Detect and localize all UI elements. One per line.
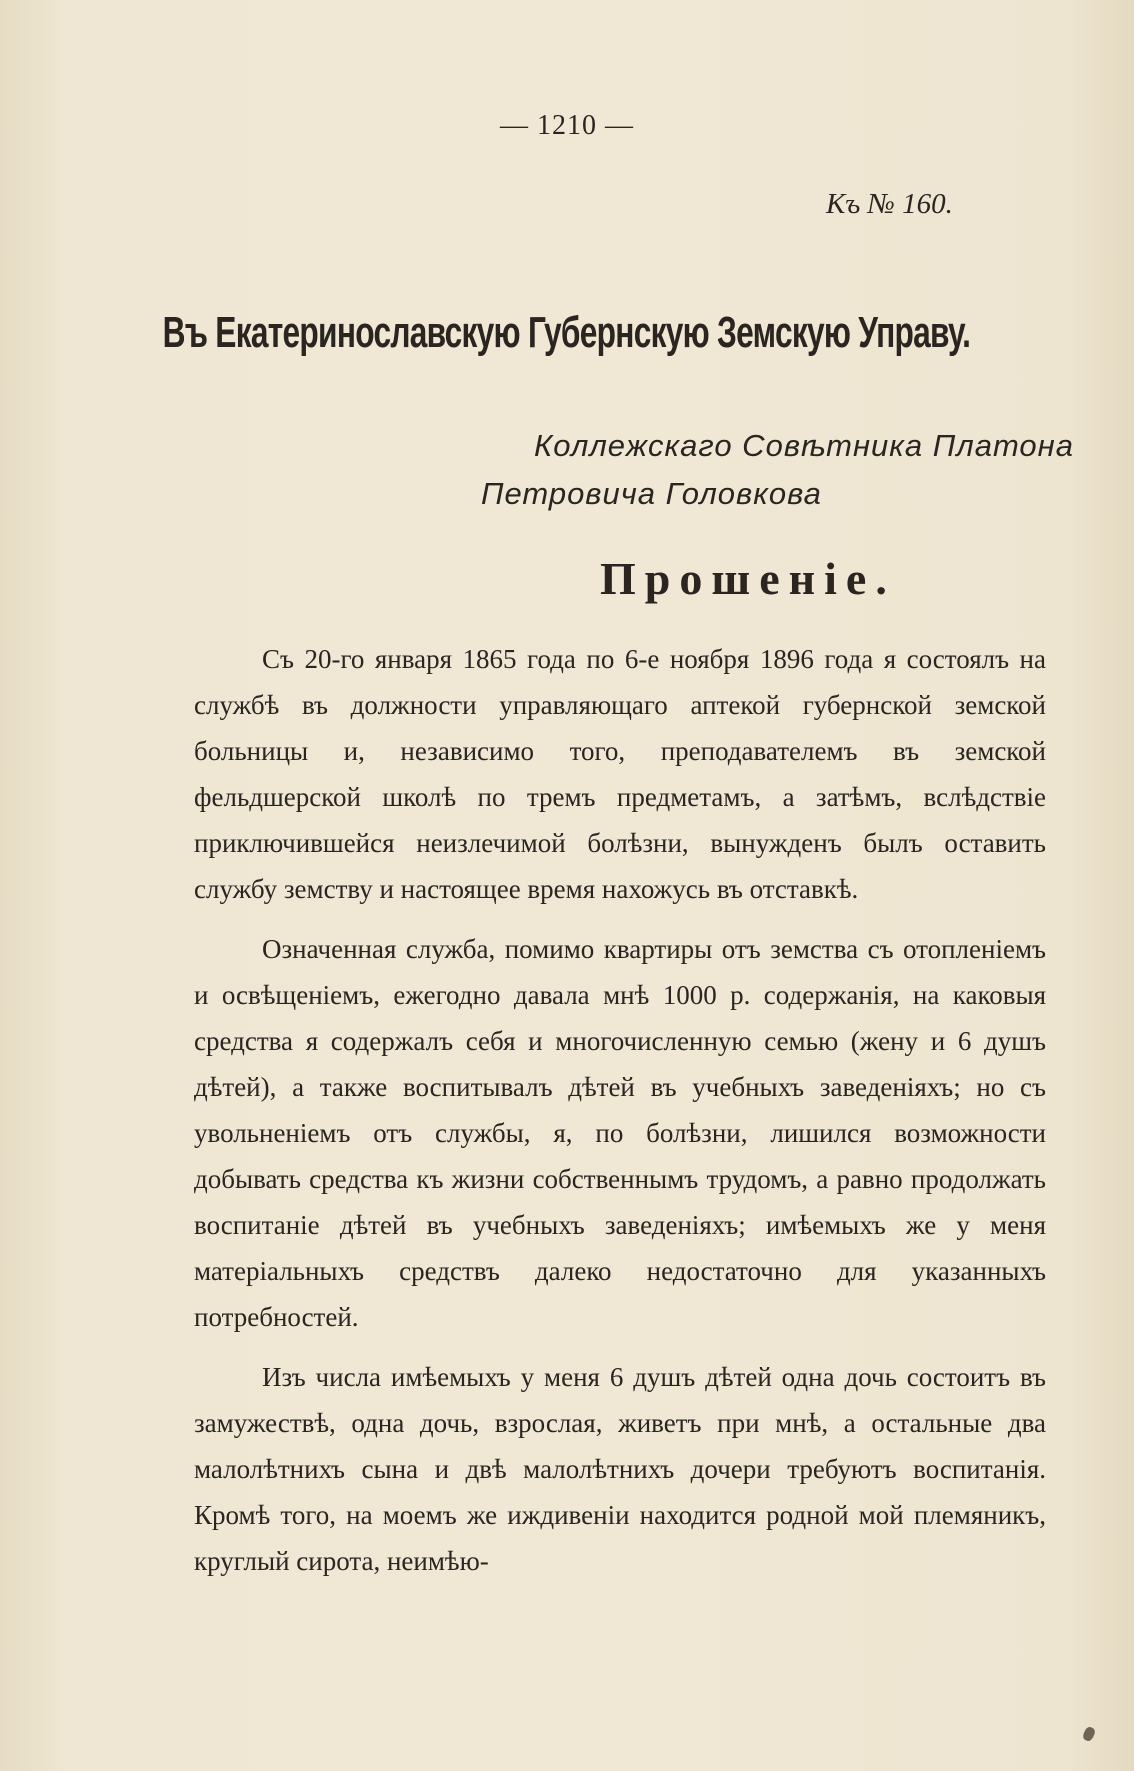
sender-line-2: Петровича Головкова	[481, 476, 822, 511]
sender-line-1: Коллежскаго Совѣтника Платона	[534, 428, 1074, 463]
reference-number: Къ № 160.	[826, 188, 953, 220]
petition-body	[194, 636, 1046, 1584]
paragraph-2: Означенная служба, помимо квартиры отъ земства съ отопленіемъ и освѣщеніемъ, ежегодно давала мнѣ 1000 р. содержанія, на каковыя средства я содержалъ себя и многочисленную семью (жену и 6 душъ дѣтей), а также воспитывалъ дѣтей въ учебныхъ заведеніяхъ; но съ увольненіемъ отъ службы, я, по болѣзни, лишился возможности добывать средства къ жизни собственнымъ трудомъ, а равно продолжать воспитаніе дѣтей въ учебныхъ заведеніяхъ; имѣемыхъ же у меня матеріальныхъ средствъ далеко недостаточно для указанныхъ потребностей.	[194, 934, 1046, 1332]
page-number: — 1210 —	[500, 110, 634, 141]
addressee-heading: Въ Екатеринославскую Губернскую Земскую Управу.	[162, 308, 971, 357]
paragraph-3: Изъ числа имѣемыхъ у меня 6 душъ дѣтей одна дочь состоитъ въ замужествѣ, одна дочь, взрослая, живетъ при мнѣ, а остальные два малолѣтнихъ сына и двѣ малолѣтнихъ дочери требуютъ воспитанія. Кромѣ того, на моемъ же иждивеніи находится родной мой племяникъ, круглый сирота, неимѣю-	[194, 1362, 1046, 1576]
paragraph-1: Съ 20-го января 1865 года по 6-е ноября 1896 года я состоялъ на службѣ въ должности управляющаго аптекой губернской земской больницы и, независимо того, преподавателемъ въ земской фельдшерской школѣ по тремъ предметамъ, а затѣмъ, вслѣдствіе приключившейся неизлечимой болѣзни, вынужденъ былъ оставить службу земству и настоящее время нахожусь въ отставкѣ.	[194, 644, 1046, 904]
document-title: Прошеніе.	[600, 553, 896, 604]
ink-stain	[1082, 1726, 1097, 1743]
